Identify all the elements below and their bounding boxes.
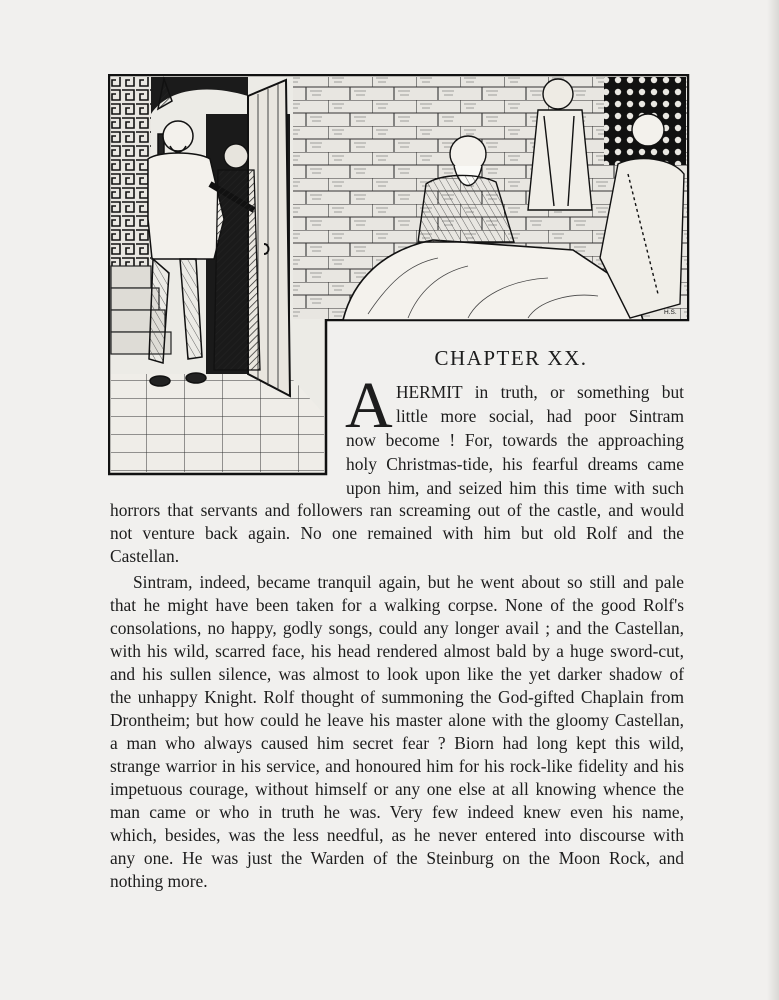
text-line: upon him, and seized him this time with such [346, 478, 684, 498]
text-line: strange warrior in his service, and honoured him for his rock-like fidelity and his [110, 756, 684, 776]
text-line: HERMIT in truth, or something but [396, 382, 684, 402]
text-line: and his sullen silence, was almost to look upon like the yet darker shadow of [110, 664, 684, 684]
text-line: a man who always caused him secret fear ? Biorn had long kept this wild, [110, 733, 684, 753]
text-line: Sintram, indeed, became tranquil again, but he went about so still and pale [133, 572, 684, 592]
text-line: holy Christmas-tide, his fearful dreams came [346, 454, 684, 474]
text-line: Castellan. [110, 546, 180, 566]
text-line: little more social, had poor Sintram [396, 406, 684, 426]
text-line: the unhappy Knight. Rolf thought of summoning the God-gifted Chaplain from [110, 687, 684, 707]
text-line: with his wild, scarred face, his head rendered almost bald by a huge sword-cut, [110, 641, 684, 661]
page-spine-shadow [767, 0, 779, 1000]
chapter-title: CHAPTER XX. [434, 346, 588, 370]
text-line: which, besides, was the less needful, as he never entered into discourse with [110, 825, 684, 845]
text-line: man came or who in truth he was. Very few indeed knew even his name, [110, 802, 684, 822]
text-line: Drontheim; but how could he leave his master alone with the gloomy Castellan, [110, 710, 684, 730]
text-line: impetuous courage, without himself or any one else at all knowing whence the [110, 779, 684, 799]
text-line: any one. He was just the Warden of the Steinburg on the Moon Rock, and [110, 848, 684, 868]
drop-cap: A [345, 369, 393, 442]
text-line: now become ! For, towards the approaching [346, 430, 684, 450]
text-line: that he might have been taken for a walking corpse. None of the good Rolf's [110, 595, 684, 615]
text-line: nothing more. [110, 871, 208, 891]
text-line: consolations, no happy, godly songs, could any longer avail ; and the Castellan, [110, 618, 684, 638]
text-line: not venture back again. No one remained with him but old Rolf and the [110, 523, 684, 543]
text-line: horrors that servants and followers ran screaming out of the castle, and would [110, 500, 684, 520]
illustrator-initials: H.S. [664, 309, 677, 316]
